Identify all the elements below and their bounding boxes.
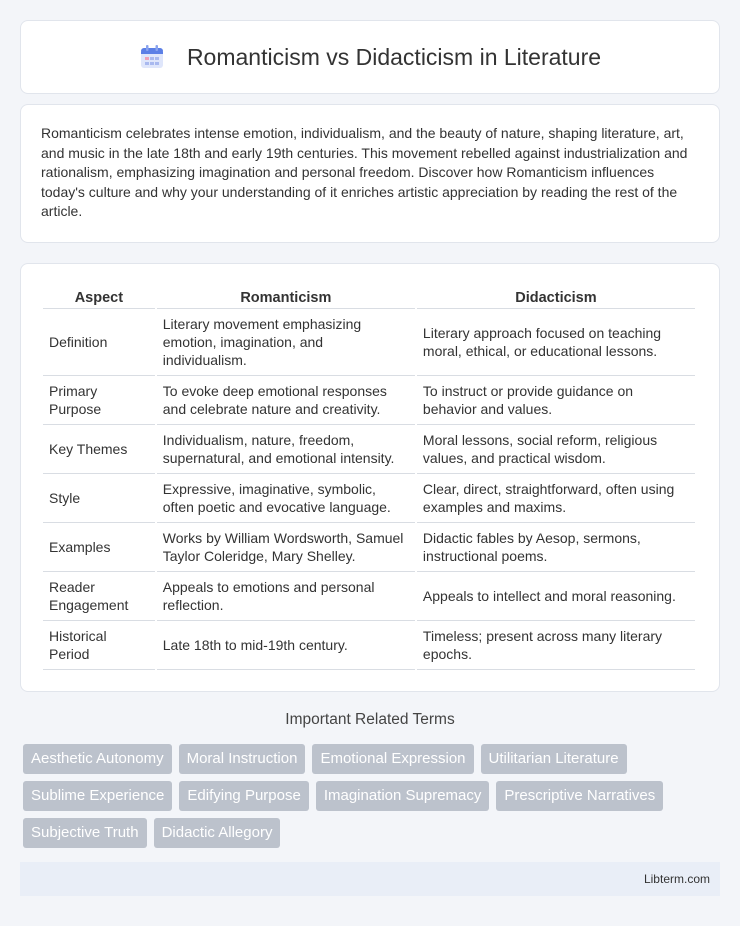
- header-card: [20, 20, 720, 94]
- cell-didacticism: Timeless; present across many literary epochs.: [417, 621, 695, 670]
- related-term-tag[interactable]: Sublime Experience: [23, 781, 172, 811]
- comparison-card: [20, 263, 720, 692]
- header-didacticism: Didacticism: [417, 284, 695, 309]
- header-aspect: Aspect: [43, 284, 155, 309]
- cell-aspect: Reader Engagement: [43, 572, 155, 621]
- cell-didacticism: Moral lessons, social reform, religious values, and practical wisdom.: [417, 425, 695, 474]
- table-row: [43, 425, 695, 474]
- table-row: [43, 621, 695, 670]
- cell-didacticism: Literary approach focused on teaching moral, ethical, or educational lessons.: [417, 309, 695, 376]
- intro-card: [20, 104, 720, 243]
- cell-romanticism: Expressive, imaginative, symbolic, often poetic and evocative language.: [157, 474, 415, 523]
- table-row: [43, 474, 695, 523]
- cell-romanticism: Works by William Wordsworth, Samuel Taylor Coleridge, Mary Shelley.: [157, 523, 415, 572]
- related-term-tag[interactable]: Didactic Allegory: [154, 818, 281, 848]
- cell-aspect: Definition: [43, 309, 155, 376]
- related-term-tag[interactable]: Utilitarian Literature: [481, 744, 627, 774]
- table-row: [43, 523, 695, 572]
- cell-aspect: Key Themes: [43, 425, 155, 474]
- intro-text: Romanticism celebrates intense emotion, individualism, and the beauty of nature, shaping literature, art, and music in the late 18th and early 19th centuries. This movement rebelled against industrialization and rationalism, emphasizing imagination and personal freedom. Discover how Romanticism influences today's culture and why your understanding of it enriches artistic appreciation by reading the rest of the article.: [41, 125, 688, 219]
- cell-aspect: Historical Period: [43, 621, 155, 670]
- calendar-icon: [139, 44, 165, 70]
- related-term-tag[interactable]: Moral Instruction: [179, 744, 306, 774]
- table-row: [43, 572, 695, 621]
- cell-didacticism: Clear, direct, straightforward, often using examples and maxims.: [417, 474, 695, 523]
- cell-romanticism: To evoke deep emotional responses and celebrate nature and creativity.: [157, 376, 415, 425]
- cell-romanticism: Late 18th to mid-19th century.: [157, 621, 415, 670]
- cell-aspect: Style: [43, 474, 155, 523]
- cell-aspect: Primary Purpose: [43, 376, 155, 425]
- cell-aspect: Examples: [43, 523, 155, 572]
- related-term-tag[interactable]: Edifying Purpose: [179, 781, 308, 811]
- related-term-tag[interactable]: Imagination Supremacy: [316, 781, 490, 811]
- table-header-row: [43, 284, 695, 309]
- related-terms-title: Important Related Terms: [285, 711, 455, 728]
- related-term-tag[interactable]: Prescriptive Narratives: [496, 781, 663, 811]
- related-term-tag[interactable]: Emotional Expression: [312, 744, 473, 774]
- footer: [20, 862, 720, 896]
- page-title: Romanticism vs Didacticism in Literature: [186, 43, 602, 70]
- related-term-tag[interactable]: Subjective Truth: [23, 818, 147, 848]
- cell-romanticism: Appeals to emotions and personal reflection.: [157, 572, 415, 621]
- table-row: [43, 376, 695, 425]
- cell-romanticism: Literary movement emphasizing emotion, imagination, and individualism.: [157, 309, 415, 376]
- header-romanticism: Romanticism: [157, 284, 415, 309]
- cell-didacticism: Didactic fables by Aesop, sermons, instructional poems.: [417, 523, 695, 572]
- cell-didacticism: To instruct or provide guidance on behavior and values.: [417, 376, 695, 425]
- footer-site-link[interactable]: Libterm.com: [643, 872, 710, 886]
- comparison-table: [41, 284, 697, 670]
- cell-romanticism: Individualism, nature, freedom, supernatural, and emotional intensity.: [157, 425, 415, 474]
- cell-didacticism: Appeals to intellect and moral reasoning.: [417, 572, 695, 621]
- related-term-tag[interactable]: Aesthetic Autonomy: [23, 744, 172, 774]
- table-row: [43, 309, 695, 376]
- related-terms-list: [23, 744, 723, 848]
